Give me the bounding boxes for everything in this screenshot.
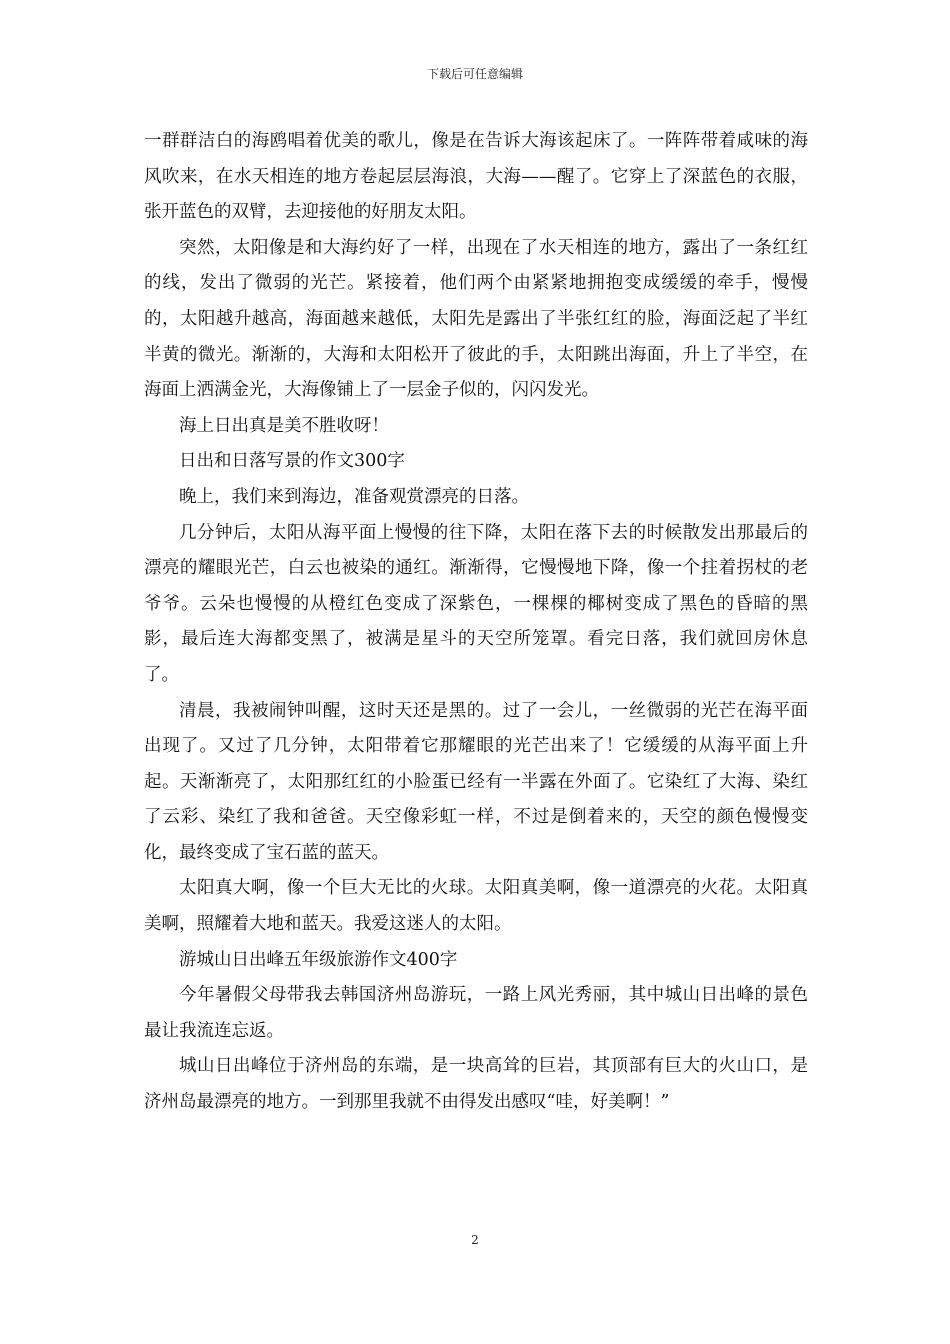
paragraph: 海上日出真是美不胜收呀！ [179, 415, 389, 436]
section-title: 日出和日落写景的作文300字 [179, 451, 405, 472]
paragraph: 晚上，我们来到海边，准备观赏漂亮的日落。 [179, 486, 529, 507]
paragraph: 太阳真大啊，像一个巨大无比的火球。太阳真美啊，像一道漂亮的火花。太阳真美啊，照耀着大地和蓝天。我爱这迷人的太阳。 [144, 878, 808, 935]
document-body [144, 124, 808, 1121]
page-header: 下载后可任意编辑 [426, 67, 523, 81]
paragraph: 清晨，我被闹钟叫醒，这时天还是黑的。过了一会儿，一丝微弱的光芒在海平面出现了。又过了几分钟，太阳带着它那耀眼的光芒出来了！它缓缓的从海平面上升起。天渐渐亮了，太阳那红红的小脸蛋已经有一半露在外面了。它染红了大海、染红了云彩、染红了我和爸爸。天空像彩虹一样，不过是倒着来的，天空的颜色慢慢变化，最终变成了宝石蓝的蓝天。 [144, 700, 808, 863]
page-number: 2 [471, 1233, 479, 1247]
paragraph: 今年暑假父母带我去韩国济州岛游玩，一路上风光秀丽，其中城山日出峰的景色最让我流连忘返。 [144, 985, 808, 1041]
paragraph: 一群群洁白的海鸥唱着优美的歌儿，像是在告诉大海该起床了。一阵阵带着咸味的海风吹来，在水天相连的地方卷起层层海浪，大海——醒了。它穿上了深蓝色的衣服，张开蓝色的双臂，去迎接他的好朋友太阳。 [144, 131, 808, 223]
section-title: 游城山日出峰五年级旅游作文400字 [179, 949, 458, 970]
paragraph: 城山日出峰位于济州岛的东端，是一块高耸的巨岩，其顶部有巨大的火山口，是济州岛最漂亮的地方。一到那里我就不由得发出感叹“哇，好美啊！” [144, 1056, 808, 1113]
paragraph: 突然，太阳像是和大海约好了一样，出现在了水天相连的地方，露出了一条红红的线，发出了微弱的光芒。紧接着，他们两个由紧紧地拥抱变成缓缓的牵手，慢慢的，太阳越升越高，海面越来越低，太阳先是露出了半张红红的脸，海面泛起了半红半黄的微光。渐渐的，大海和太阳松开了彼此的手，太阳跳出海面，升上了半空，在海面上洒满金光，大海像铺上了一层金子似的，闪闪发光。 [144, 237, 808, 401]
paragraph: 几分钟后，太阳从海平面上慢慢的往下降，太阳在落下去的时候散发出那最后的漂亮的耀眼光芒，白云也被染的通红。渐渐得，它慢慢地下降，像一个拄着拐杖的老爷爷。云朵也慢慢的从橙红色变成了深紫色，一棵棵的椰树变成了黑色的昏暗的黑影，最后连大海都变黑了，被满是星斗的天空所笼罩。看完日落，我们就回房休息了。 [144, 522, 808, 685]
